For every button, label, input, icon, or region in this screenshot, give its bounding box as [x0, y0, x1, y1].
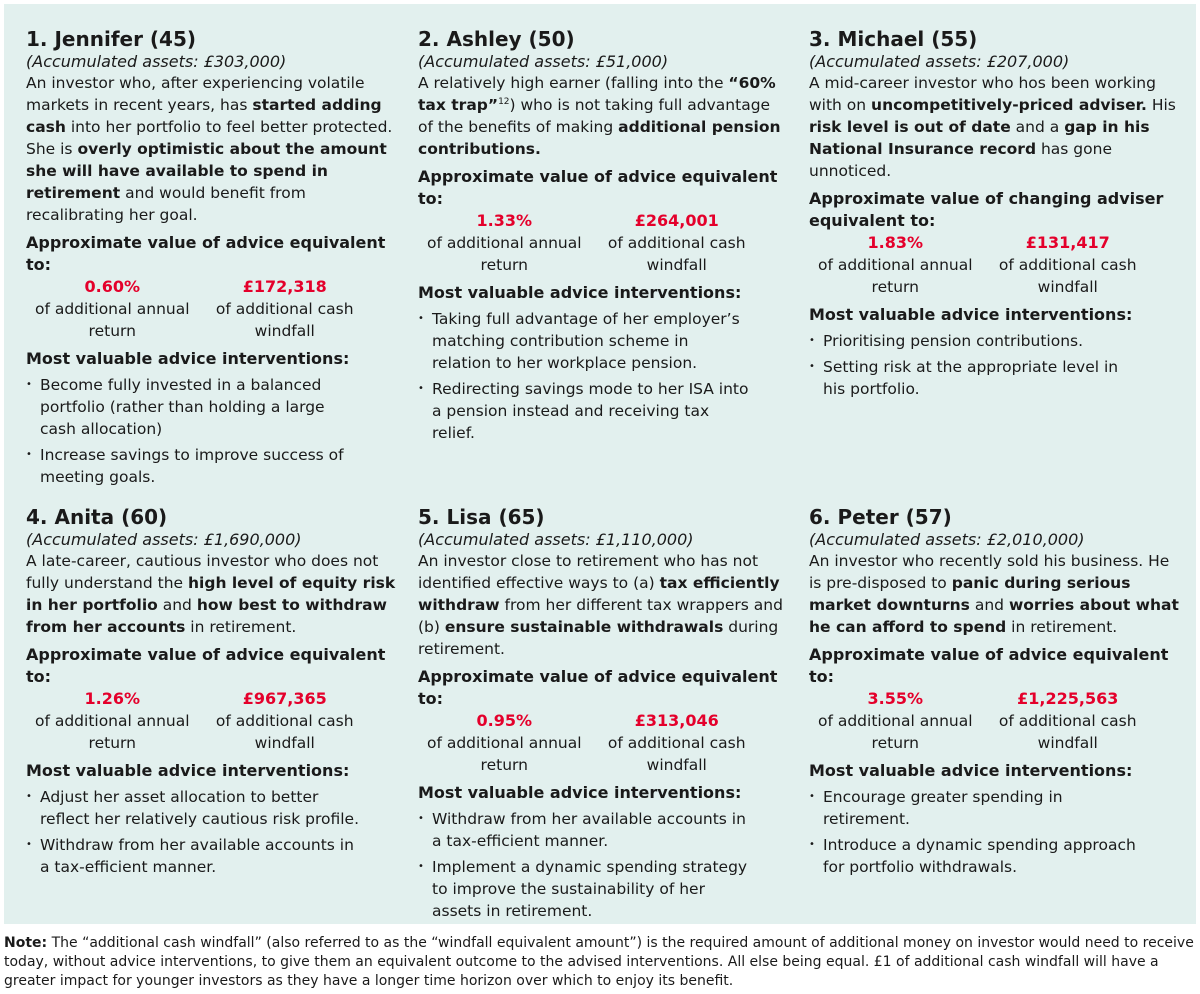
case-description [418, 72, 788, 160]
windfall-label: of additional cash windfall [998, 256, 1137, 296]
case-description [26, 550, 396, 638]
description-text: An investor who, after experiencing volatile markets in recent years, has [26, 74, 365, 114]
accumulated-assets: (Accumulated assets: £303,000) [26, 52, 287, 71]
case-description [809, 72, 1179, 182]
accumulated-assets: (Accumulated assets: £1,110,000) [418, 530, 694, 549]
emphasis-text: how best to withdraw from her accounts [26, 596, 387, 636]
accumulated-assets: (Accumulated assets: £1,690,000) [26, 530, 302, 549]
case-card-anita [26, 504, 396, 878]
return-value: 1.26% [84, 689, 140, 708]
description-text: in retirement. [185, 618, 297, 636]
case-description [418, 550, 788, 660]
windfall-value: £264,001 [634, 211, 719, 230]
windfall-label: of additional cash windfall [607, 234, 746, 274]
description-text: A mid-career investor who hos been working with on [809, 74, 1156, 114]
advice-values [418, 210, 763, 276]
description-text: during retirement. [418, 618, 779, 658]
description-text: in retirement. [1006, 618, 1118, 636]
interventions-heading: Most valuable advice interventions: [26, 349, 350, 368]
accumulated-assets: (Accumulated assets: £207,000) [809, 52, 1070, 71]
case-title: 4. Anita (60) [26, 505, 168, 529]
return-label: of additional annual return [426, 734, 582, 774]
emphasis-text: overly optimistic about the amount she will have available to spend in retirement [26, 140, 387, 202]
footnote-ref: 12 [498, 96, 510, 107]
windfall-label: of additional cash windfall [215, 300, 354, 340]
value-heading: Approximate value of advice equivalent to: [418, 167, 778, 208]
interventions-list [418, 308, 788, 444]
emphasis-text: uncompetitively-priced adviser. [871, 96, 1147, 114]
case-card-ashley [418, 26, 788, 444]
case-title: 3. Michael (55) [809, 27, 978, 51]
emphasis-text: ensure sustainable withdrawals [444, 618, 724, 636]
description-text: His [1146, 96, 1176, 114]
interventions-heading: Most valuable advice interventions: [26, 761, 350, 780]
description-text: A relatively high earner (falling into the [418, 74, 729, 92]
return-label: of additional annual return [34, 300, 190, 340]
list-item: • Prioritising pension contributions. [809, 330, 1143, 352]
case-card-peter [809, 504, 1179, 878]
description-text: and a [1010, 118, 1065, 136]
value-heading: Approximate value of advice equivalent to: [418, 667, 778, 708]
case-card-lisa [418, 504, 788, 922]
list-item: • Increase savings to improve success of meeting goals. [26, 444, 360, 488]
advice-values [809, 688, 1154, 754]
value-heading: Approximate value of advice equivalent to: [26, 233, 386, 274]
windfall-label: of additional cash windfall [607, 734, 746, 774]
description-text: and would benefit from recalibrating her goal. [26, 184, 306, 224]
case-card-jennifer [26, 26, 396, 488]
case-title: 5. Lisa (65) [418, 505, 545, 529]
interventions-heading: Most valuable advice interventions: [418, 283, 742, 302]
list-item: • Withdraw from her available accounts in a tax-efficient manner. [418, 808, 752, 852]
windfall-value: £313,046 [634, 711, 719, 730]
emphasis-text: high level of equity risk in her portfolio [26, 574, 396, 614]
windfall-label: of additional cash windfall [998, 712, 1137, 752]
list-item: • Withdraw from her available accounts in a tax-efficient manner. [26, 834, 360, 878]
case-title: 2. Ashley (50) [418, 27, 575, 51]
description-text: and [157, 596, 197, 614]
return-label: of additional annual return [426, 234, 582, 274]
case-description [809, 550, 1179, 638]
interventions-heading: Most valuable advice interventions: [418, 783, 742, 802]
advice-values [809, 232, 1154, 298]
list-item: • Implement a dynamic spending strategy to improve the sustainability of her assets in retirement. [418, 856, 752, 922]
emphasis-text: “60% tax trap” [418, 74, 776, 114]
note-text: The “additional cash windfall” (also referred to as the “windfall equivalent amount”) is the required amount of additional money on investor would need to receive today, without advice interventions, to give them an equivalent outcome to the advised interventions. All else being equal. £1 of additional cash windfall will have a greater impact for younger investors as they have a longer time horizon over which to enjoy its benefit. [4, 935, 1194, 989]
windfall-value: £967,365 [242, 689, 327, 708]
description-text: An investor who recently sold his business. He is pre-disposed to [809, 552, 1170, 592]
emphasis-text: started adding cash [26, 96, 382, 136]
case-title: 1. Jennifer (45) [26, 27, 197, 51]
list-item: • Setting risk at the appropriate level in his portfolio. [809, 356, 1143, 400]
description-text: and [969, 596, 1009, 614]
description-text: An investor close to retirement who has not identified effective ways to (a) [418, 552, 759, 592]
interventions-heading: Most valuable advice interventions: [809, 305, 1133, 324]
advice-values [418, 710, 763, 776]
advice-values [26, 276, 371, 342]
return-label: of additional annual return [34, 712, 190, 752]
windfall-value: £172,318 [242, 277, 327, 296]
emphasis-text: gap in his National Insurance record [809, 118, 1150, 158]
return-value: 3.55% [867, 689, 923, 708]
emphasis-text: additional pension contributions. [418, 118, 781, 158]
windfall-label: of additional cash windfall [215, 712, 354, 752]
interventions-list [418, 808, 788, 922]
interventions-list [26, 374, 396, 488]
windfall-value: £1,225,563 [1017, 689, 1119, 708]
case-description [26, 72, 396, 226]
interventions-list [26, 786, 396, 878]
accumulated-assets: (Accumulated assets: £2,010,000) [809, 530, 1085, 549]
return-value: 1.83% [867, 233, 923, 252]
description-text: ) who is not taking full advantage of the benefits of making [418, 96, 771, 136]
value-heading: Approximate value of changing adviser equivalent to: [809, 189, 1164, 230]
list-item: • Taking full advantage of her employer’s matching contribution scheme in relation to her workplace pension. [418, 308, 752, 374]
list-item: • Encourage greater spending in retirement. [809, 786, 1143, 830]
return-value: 1.33% [476, 211, 532, 230]
footnote [4, 934, 1194, 991]
accumulated-assets: (Accumulated assets: £51,000) [418, 52, 669, 71]
value-heading: Approximate value of advice equivalent to: [809, 645, 1169, 686]
emphasis-text: tax efficiently withdraw [418, 574, 780, 614]
interventions-heading: Most valuable advice interventions: [809, 761, 1133, 780]
return-label: of additional annual return [817, 256, 973, 296]
value-heading: Approximate value of advice equivalent to: [26, 645, 386, 686]
return-label: of additional annual return [817, 712, 973, 752]
description-text: has gone unnoticed. [809, 140, 1112, 180]
note-label: Note: [4, 935, 48, 951]
list-item: • Become fully invested in a balanced portfolio (rather than holding a large cash allocation) [26, 374, 360, 440]
return-value: 0.60% [84, 277, 140, 296]
description-text: from her different tax wrappers and (b) [418, 596, 783, 636]
description-text: A late-career, cautious investor who does not fully understand the [26, 552, 379, 592]
windfall-value: £131,417 [1025, 233, 1110, 252]
emphasis-text: risk level is out of date [809, 118, 1011, 136]
advice-values [26, 688, 371, 754]
emphasis-text: panic during serious market downturns [809, 574, 1131, 614]
return-value: 0.95% [476, 711, 532, 730]
description-text: into her portfolio to feel better protected. She is [26, 118, 393, 158]
emphasis-text: worries about what he can afford to spend [809, 596, 1179, 636]
case-title: 6. Peter (57) [809, 505, 952, 529]
list-item: • Introduce a dynamic spending approach for portfolio withdrawals. [809, 834, 1143, 878]
interventions-list [809, 786, 1179, 878]
list-item: • Redirecting savings mode to her ISA into a pension instead and receiving tax relief. [418, 378, 752, 444]
case-card-michael [809, 26, 1179, 400]
interventions-list [809, 330, 1179, 400]
list-item: • Adjust her asset allocation to better reflect her relatively cautious risk profile. [26, 786, 360, 830]
